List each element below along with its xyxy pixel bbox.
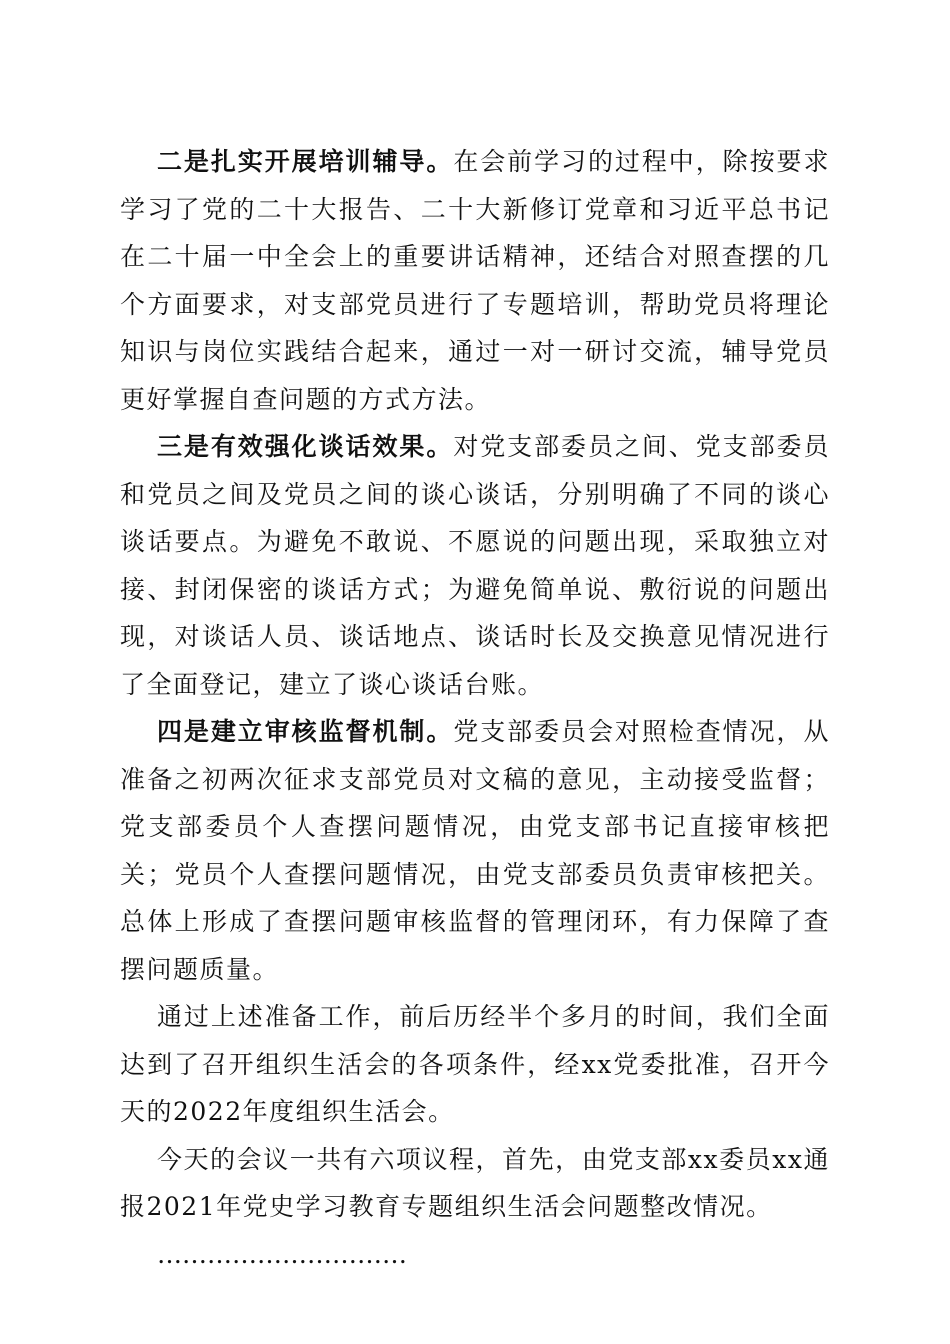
document-body	[120, 138, 830, 1278]
paragraph-talks	[120, 423, 830, 708]
paragraph-lead: 四是建立审核监督机制。	[157, 717, 454, 746]
ellipsis-line: …………………………	[157, 1239, 407, 1269]
paragraph-lead: 二是扎实开展培训辅导。	[157, 147, 454, 176]
paragraph-text: 对党支部委员之间、党支部委员和党员之间及党员之间的谈心谈话，分别明确了不同的谈心谈话要点。为避免不敢说、不愿说的问题出现，采取独立对接、封闭保密的谈话方式；为避免简单说、敷衍说的问题出现，对谈话人员、谈话地点、谈话时长及交换意见情况进行了全面登记，建立了谈心谈话台账。	[120, 432, 830, 699]
paragraph-preparation	[120, 993, 830, 1136]
paragraph-lead: 三是有效强化谈话效果。	[157, 432, 454, 461]
paragraph-review	[120, 708, 830, 993]
paragraph-text: 通过上述准备工作，前后历经半个多月的时间，我们全面达到了召开组织生活会的各项条件，经xx党委批准，召开今天的2022年度组织生活会。	[120, 1002, 830, 1126]
paragraph-training	[120, 138, 830, 423]
paragraph-text: 在会前学习的过程中，除按要求学习了党的二十大报告、二十大新修订党章和习近平总书记在二十届一中全会上的重要讲话精神，还结合对照查摆的几个方面要求，对支部党员进行了专题培训，帮助党员将理论知识与岗位实践结合起来，通过一对一研讨交流，辅导党员更好掌握自查问题的方式方法。	[120, 147, 830, 414]
paragraph-text: 党支部委员会对照检查情况，从准备之初两次征求支部党员对文稿的意见，主动接受监督；党支部委员个人查摆问题情况，由党支部书记直接审核把关；党员个人查摆问题情况，由党支部委员负责审核把关。总体上形成了查摆问题审核监督的管理闭环，有力保障了查摆问题质量。	[120, 717, 830, 984]
paragraph-agenda	[120, 1136, 830, 1231]
paragraph-text: 今天的会议一共有六项议程，首先，由党支部xx委员xx通报2021年党史学习教育专题组织生活会问题整改情况。	[120, 1144, 830, 1221]
